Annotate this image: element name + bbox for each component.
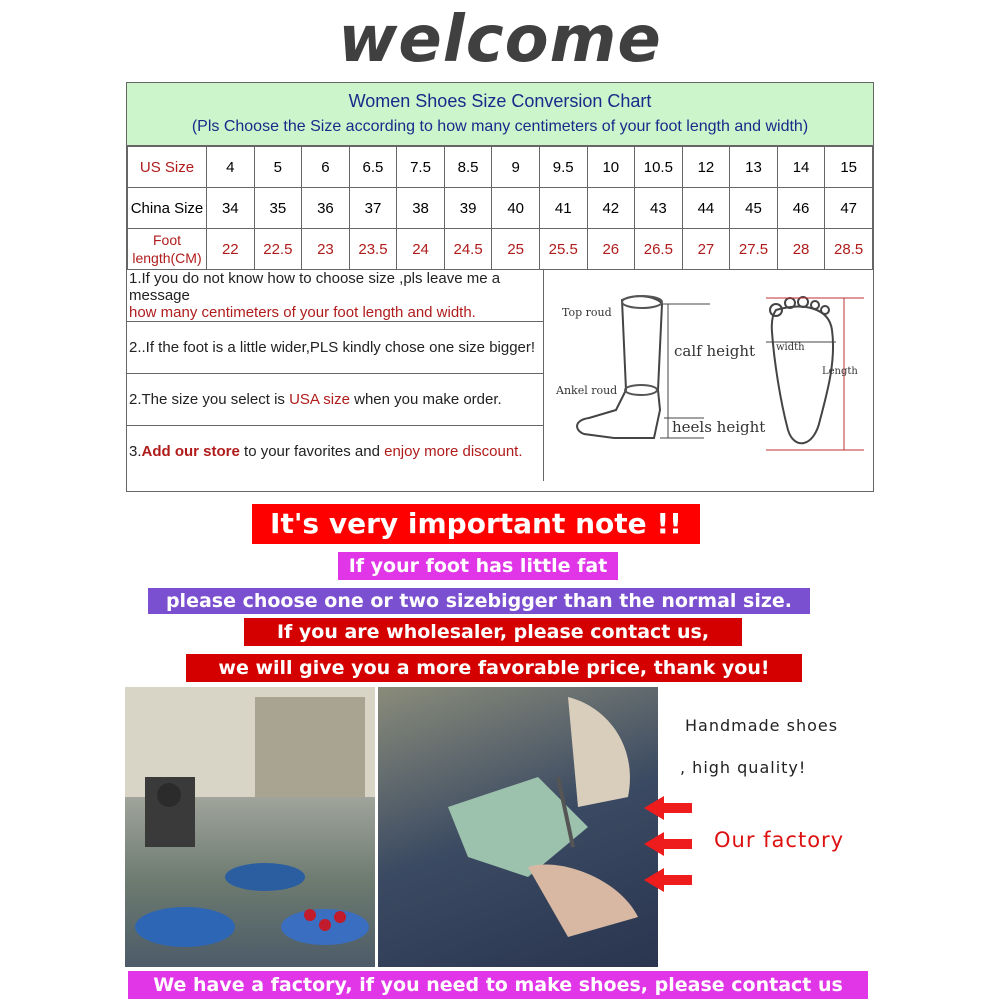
table-cell: 8.5 xyxy=(444,147,492,188)
table-cell: 43 xyxy=(635,188,683,229)
welcome-title: welcome xyxy=(338,3,662,77)
row-label: US Size xyxy=(128,147,207,188)
table-cell: 36 xyxy=(302,188,350,229)
table-cell: 15 xyxy=(825,147,873,188)
note-1-line-b: how many centimeters of your foot length and width. xyxy=(129,304,476,321)
table-cell: 39 xyxy=(444,188,492,229)
table-cell: 23 xyxy=(302,229,350,270)
table-cell: 46 xyxy=(777,188,825,229)
table-cell: 44 xyxy=(682,188,730,229)
table-cell: 27 xyxy=(682,229,730,270)
label-calf-height: calf height xyxy=(674,342,756,360)
table-cell: 9.5 xyxy=(539,147,587,188)
red-arrows xyxy=(644,792,704,892)
table-cell: 40 xyxy=(492,188,540,229)
row-label: Foot length(CM) xyxy=(128,229,207,270)
note-4-discount: enjoy more discount. xyxy=(384,443,523,460)
table-cell: 37 xyxy=(349,188,397,229)
table-cell: 7.5 xyxy=(397,147,445,188)
note-4-text-c: to your favorites and xyxy=(239,443,385,460)
table-cell: 47 xyxy=(825,188,873,229)
table-cell: 24 xyxy=(397,229,445,270)
table-cell: 26.5 xyxy=(635,229,683,270)
table-cell: 25 xyxy=(492,229,540,270)
table-cell: 28 xyxy=(777,229,825,270)
label-heels-height: heels height xyxy=(672,418,766,436)
table-cell: 5 xyxy=(254,147,302,188)
table-cell: 24.5 xyxy=(444,229,492,270)
note-2 xyxy=(127,322,543,374)
note-1 xyxy=(127,270,543,322)
factory-contact-banner: We have a factory, if you need to make shoes, please contact us xyxy=(128,971,868,999)
table-cell: 25.5 xyxy=(539,229,587,270)
ankel-roud-icon xyxy=(625,385,657,395)
our-factory-text: Our factory xyxy=(714,828,845,852)
row-label: China Size xyxy=(128,188,207,229)
cutting-scene-icon xyxy=(378,687,658,967)
table-cell: 26 xyxy=(587,229,635,270)
note-3-text-a: 2.The size you select is xyxy=(129,391,290,408)
handmade-cutting-photo xyxy=(378,687,658,967)
table-cell: 22.5 xyxy=(254,229,302,270)
foot-length-row xyxy=(128,229,873,270)
size-chart xyxy=(126,82,874,492)
table-cell: 27.5 xyxy=(730,229,778,270)
top-roud-icon xyxy=(622,296,662,308)
workshop-scene-icon xyxy=(125,687,375,967)
note-4-add-store: Add our store xyxy=(141,443,240,460)
handmade-shoes-text: Handmade shoes xyxy=(685,716,839,735)
table-cell: 42 xyxy=(587,188,635,229)
arrow-left-icon xyxy=(644,832,692,856)
label-ankel-roud: Ankel roud xyxy=(556,384,618,397)
table-cell: 41 xyxy=(539,188,587,229)
table-cell: 6.5 xyxy=(349,147,397,188)
factory-workshop-photo xyxy=(125,687,375,967)
size-table xyxy=(127,146,873,270)
chart-header xyxy=(127,83,873,146)
important-note-banner: It's very important note !! xyxy=(252,504,700,544)
chart-subtitle: (Pls Choose the Size according to how many centimeters of your foot length and width) xyxy=(191,118,809,135)
note-1-line-a: 1.If you do not know how to choose size ,pls leave me a message xyxy=(129,270,501,304)
table-cell: 28.5 xyxy=(825,229,873,270)
wholesaler-banner: If you are wholesaler, please contact us, xyxy=(244,618,742,646)
measurement-diagram xyxy=(544,270,873,481)
table-cell: 22 xyxy=(207,229,255,270)
table-cell: 6 xyxy=(302,147,350,188)
table-cell: 35 xyxy=(254,188,302,229)
table-cell: 45 xyxy=(730,188,778,229)
table-cell: 4 xyxy=(207,147,255,188)
note-2-text: 2..If the foot is a little wider,PLS kindly chose one size bigger! xyxy=(129,339,536,356)
table-cell: 13 xyxy=(730,147,778,188)
table-cell: 10.5 xyxy=(635,147,683,188)
table-cell: 12 xyxy=(682,147,730,188)
size-notes xyxy=(127,270,544,481)
note-3-usa-size: USA size xyxy=(289,391,350,408)
table-cell: 10 xyxy=(587,147,635,188)
size-bigger-banner: please choose one or two sizebigger than the normal size. xyxy=(148,588,810,614)
us-size-row xyxy=(128,147,873,188)
high-quality-text: , high quality! xyxy=(680,758,807,777)
table-cell: 34 xyxy=(207,188,255,229)
table-cell: 9 xyxy=(492,147,540,188)
table-cell: 23.5 xyxy=(349,229,397,270)
label-top-roud: Top roud xyxy=(562,306,612,319)
note-4 xyxy=(127,426,543,478)
chart-title: Women Shoes Size Conversion Chart xyxy=(348,91,652,111)
table-cell: 38 xyxy=(397,188,445,229)
table-cell: 14 xyxy=(777,147,825,188)
fat-foot-banner: If your foot has little fat xyxy=(338,552,618,580)
chart-bottom xyxy=(127,270,873,481)
china-size-row xyxy=(128,188,873,229)
favorable-price-banner: we will give you a more favorable price, thank you! xyxy=(186,654,802,682)
note-4-num: 3. xyxy=(129,443,142,460)
arrow-left-icon xyxy=(644,796,692,820)
arrow-left-icon xyxy=(644,868,692,892)
note-3-text-c: when you make order. xyxy=(349,391,502,408)
note-3 xyxy=(127,374,543,426)
label-width: width xyxy=(776,342,805,353)
label-length: Length xyxy=(822,366,858,377)
